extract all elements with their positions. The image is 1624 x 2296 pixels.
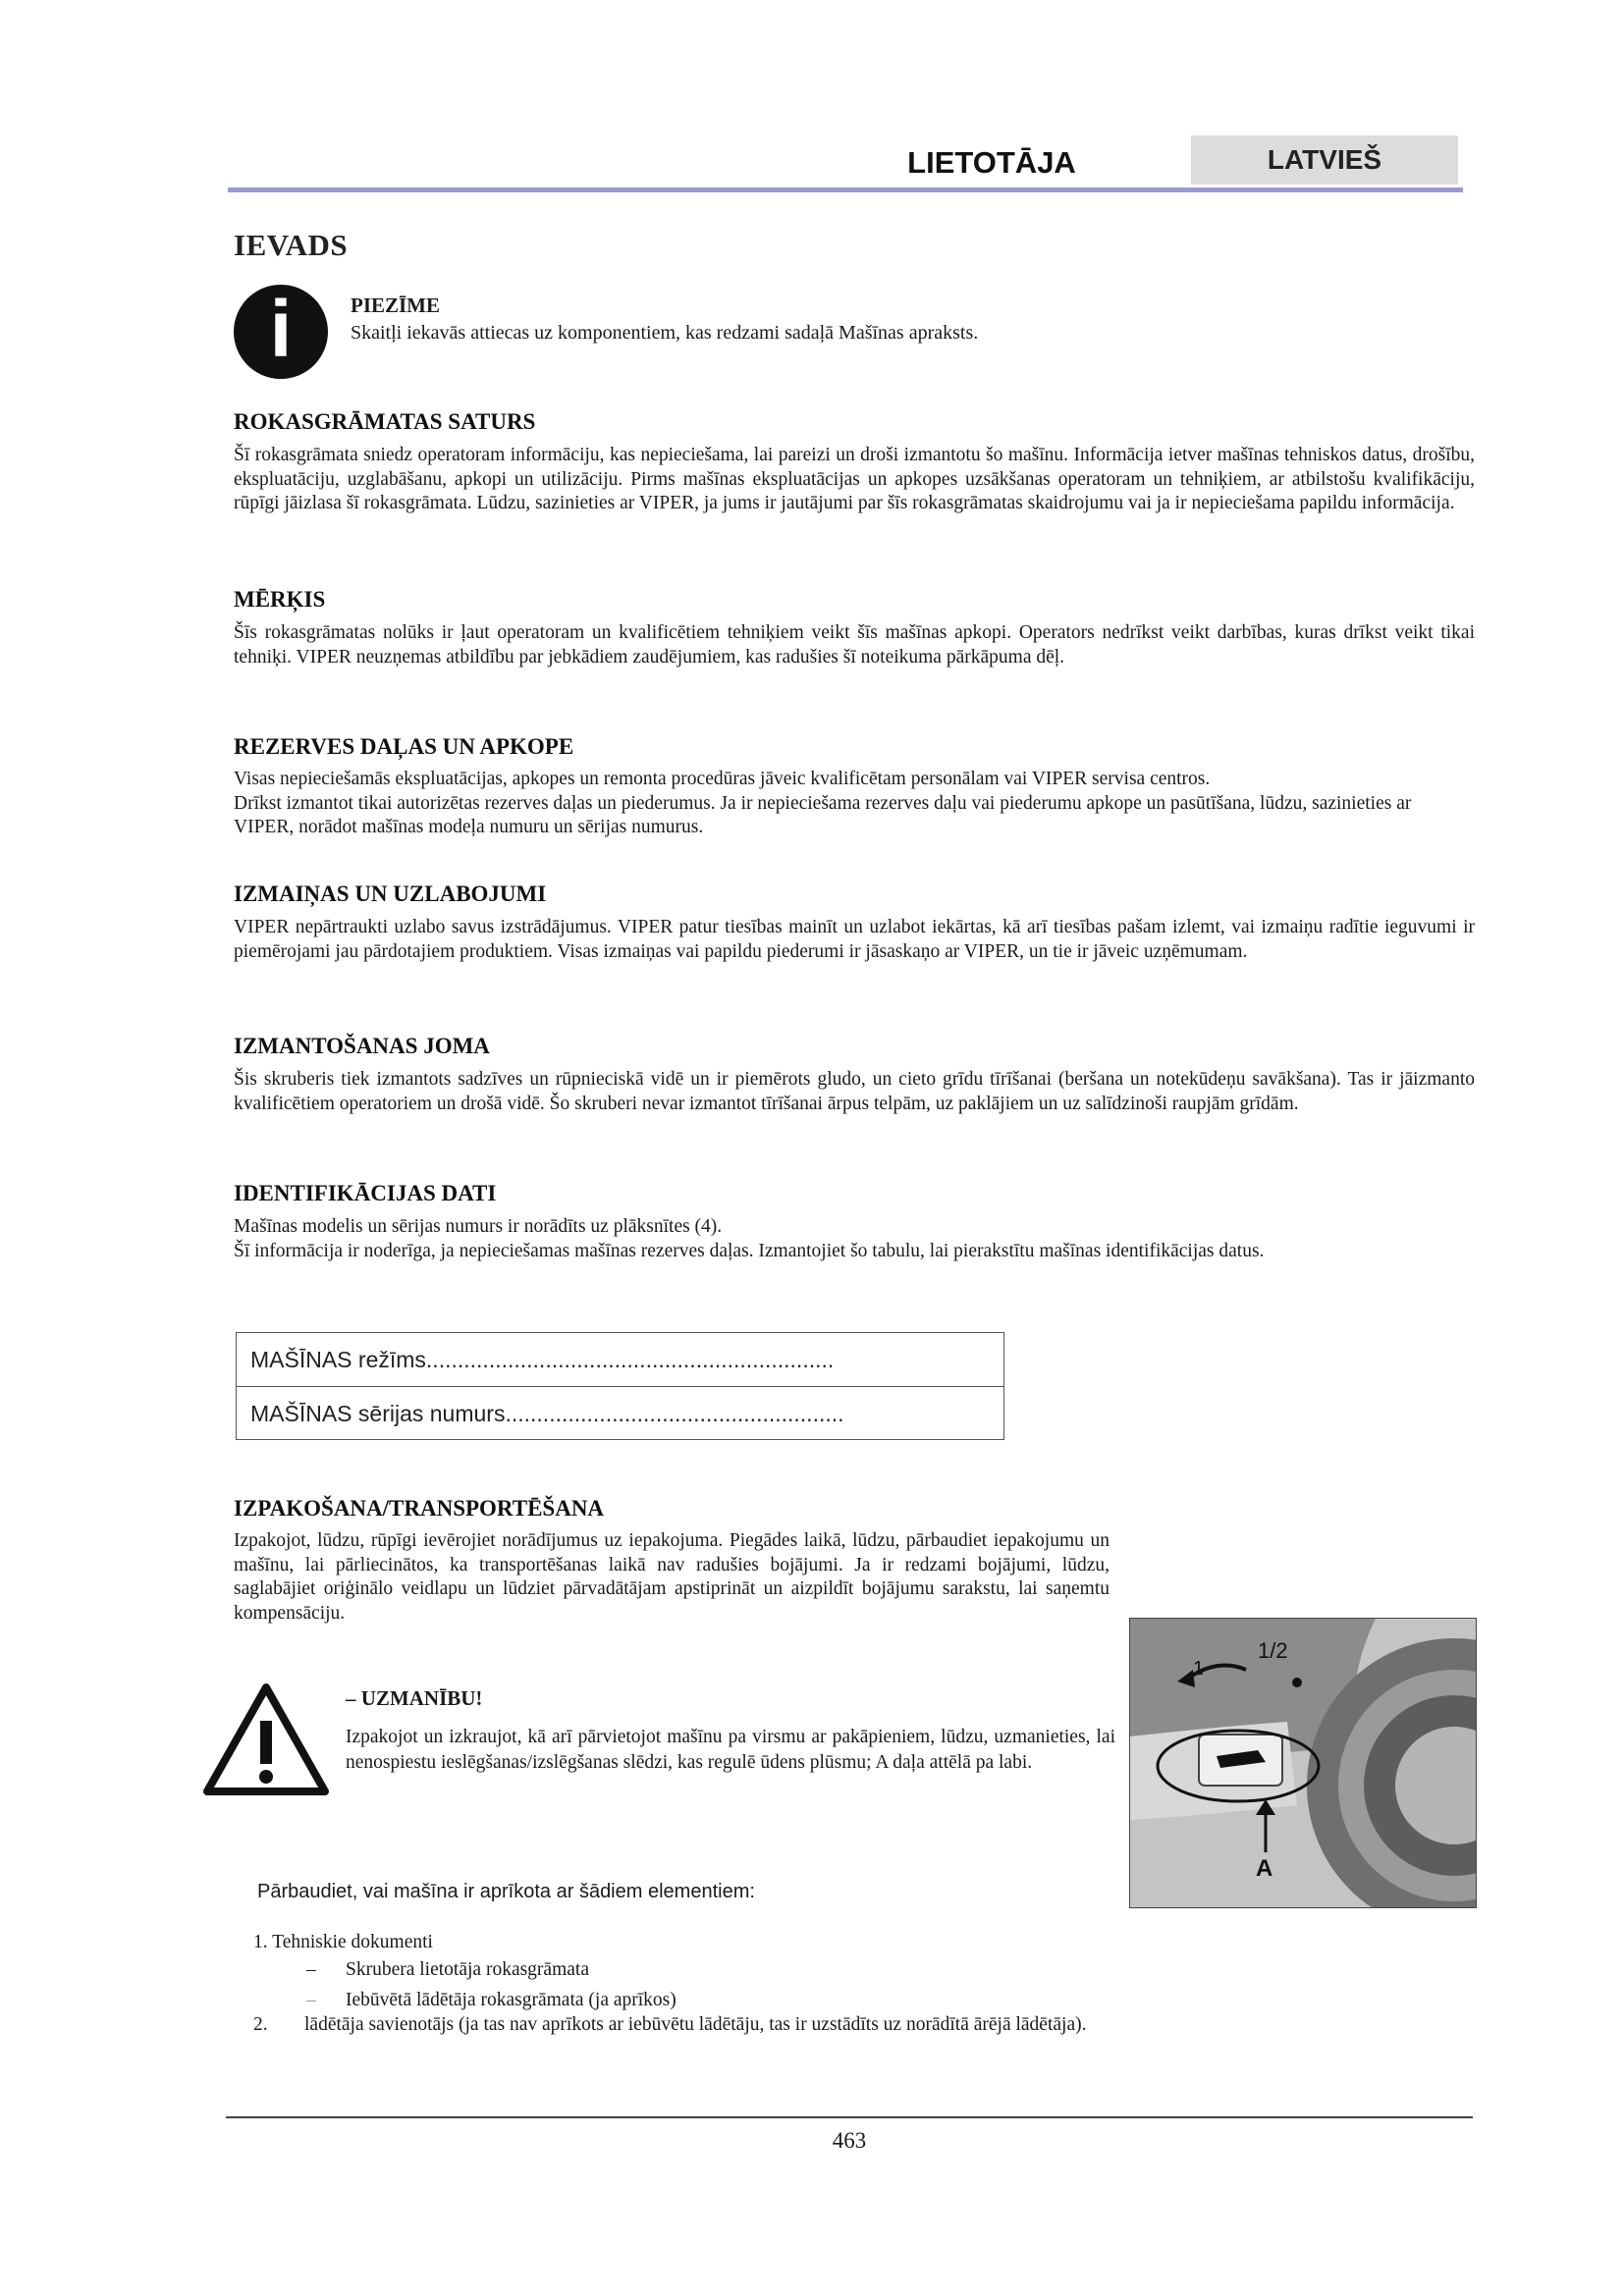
header-rule — [228, 187, 1463, 192]
switch-photo — [1129, 1618, 1477, 1908]
section-body — [234, 768, 1475, 840]
section-paragraph: Šis skruberis tiek izmantots sadzīves un rūpnieciskā vidē un ir piemērots gludo, un cieto grīdu tīrīšanai (beršana un notekūdeņu savākšana). Tas ir jāizmanto kvalificētiem operatoriem un drošā vidē. Šo skruberi nevar izmantot tīrīšanai ārpus telpām, uz paklājiem un uz salīdzinoši raupjām grīdām. — [234, 1069, 1475, 1114]
list-dash: – — [306, 1990, 316, 2010]
photo-label-half: 1/2 — [1258, 1638, 1288, 1663]
photo-label-one: 1 — [1193, 1658, 1205, 1680]
packing-text: Izpakojot, lūdzu, rūpīgi ievērojiet norādījumus uz iepakojuma. Piegādes laikā, lūdzu, pārbaudiet iepakojumu un mašīnu, lai pārliecinātos, ka transportēšanas laikā nav radušies bojājumi. Ja ir redzami bojājumi, lūdzu, saglabājiet oriģinālo veidlapu un lūdziet pārvadātājam apstiprināt un aizpildīt bojājumu sarakstu, lai saņemtu kompensāciju. — [234, 1530, 1110, 1624]
header-language-tab: LATVIEŠ — [1191, 135, 1458, 185]
page-number: 463 — [832, 2128, 867, 2153]
section-paragraph: Šī informācija ir noderīga, ja nepieciešamas mašīnas rezerves daļas. Izmantojiet šo tabulu, lai pierakstītu mašīnas identifikācijas datus. — [234, 1240, 1265, 1261]
section-paragraph: VIPER nepārtraukti uzlabo savus izstrādājumus. VIPER patur tiesības mainīt un uzlabot iekārtas, kā arī tiesības pašam izlemt, vai izmaiņu radītie ieguvumi ir piemērojami jau pārdotajiem produktiem. Visas izmaiņas vai papildu piederumi ir jāsaskaņo ar VIPER, un tie ir jāveic uzņēmumam. — [234, 917, 1475, 962]
section-body — [234, 621, 1475, 669]
list-dash: – — [306, 1959, 316, 1980]
machine-model-row: MAŠĪNAS režīms................................................................. — [250, 1347, 835, 1372]
switch-photo-drawing — [1130, 1619, 1477, 1908]
section-body — [234, 1215, 1324, 1263]
section-title: IDENTIFIKĀCIJAS DATI — [234, 1181, 497, 1205]
identification-table — [236, 1332, 1004, 1440]
warning-triangle-drawing — [201, 1682, 331, 1799]
page-title: IEVADS — [234, 228, 349, 262]
section-title: ROKASGRĀMATAS SATURS — [234, 409, 536, 434]
warning-title: – UZMANĪBU! — [346, 1686, 483, 1710]
section-body — [234, 916, 1475, 964]
checklist-intro: Pārbaudiet, vai mašīna ir aprīkota ar šādiem elementiem: — [257, 1881, 755, 1902]
section-body — [234, 444, 1475, 516]
section-title: MĒRĶIS — [234, 587, 326, 612]
warning-triangle-icon — [201, 1682, 331, 1804]
section-paragraph: Drīkst izmantot tikai autorizētas rezerves daļas un piederumus. Ja ir nepieciešama rezerves daļu vai piederumu apkope un pasūtīšana, lūdzu, sazinieties ar VIPER, norādot mašīnas modeļa numuru un sērijas numurus. — [234, 792, 1412, 837]
section-body — [234, 1068, 1475, 1116]
warning-text: Izpakojot un izkraujot, kā arī pārvietojot mašīnu pa virsmu ar pakāpieniem, lūdzu, uzmanieties, lai nenospiestu ieslēgšanas/izslēgšanas slēdzi, kas regulē ūdens plūsmu; A daļa attēlā pa labi. — [346, 1727, 1115, 1773]
section-paragraph: Visas nepieciešamās ekspluatācijas, apkopes un remonta procedūras jāveic kvalificētam personālam vai VIPER servisa centros. — [234, 769, 1211, 789]
section-title: IZMAIŅAS UN UZLABOJUMI — [234, 881, 547, 906]
checklist-item-1: 1. Tehniskie dokumenti — [253, 1932, 433, 1952]
note-title: PIEZĪME — [351, 294, 441, 317]
checklist-item-2-number: 2. — [253, 2014, 268, 2035]
checklist-item-2: lādētāja savienotājs (ja tas nav aprīkots ar iebūvētu lādētāju, tas ir uzstādīts uz norādītā ārējā lādētāja). — [304, 2014, 1087, 2035]
footer-rule — [226, 2116, 1473, 2118]
checklist-subitem-2: Iebūvētā lādētāja rokasgrāmata (ja aprīkos) — [346, 1990, 677, 2010]
machine-serial-row: MAŠĪNAS sērijas numurs...................................................... — [237, 1386, 1003, 1440]
header-section-label: LIETOTĀJA — [907, 145, 1076, 180]
checklist-subitem-1: Skrubera lietotāja rokasgrāmata — [346, 1959, 589, 1980]
section-title: IZMANTOŠANAS JOMA — [234, 1034, 490, 1058]
section-title: REZERVES DAĻAS UN APKOPE — [234, 734, 574, 759]
info-icon-glyph: i — [269, 285, 293, 374]
section-paragraph: Šī rokasgrāmata sniedz operatoram informāciju, kas nepieciešama, lai pareizi un droši izmantotu šo mašīnu. Informācija ietver mašīnas tehniskos datus, drošību, ekspluatāciju, uzglabāšanu, apkopi un utilizāciju. Pirms mašīnas ekspluatācijas un apkopes uzsākšanas operatoram un tehniķiem, ar atbilstošu kvalifikāciju, rūpīgi jāizlasa šī rokasgrāmata. Lūdzu, sazinieties ar VIPER, ja jums ir jautājumi par šīs rokasgrāmatas skaidrojumu vai ja ir nepieciešama papildu informācija. — [234, 445, 1475, 513]
section-paragraph: Mašīnas modelis un sērijas numurs ir norādīts uz plāksnītes (4). — [234, 1216, 723, 1237]
photo-label-a: A — [1256, 1855, 1273, 1882]
packing-title: IZPAKOŠANA/TRANSPORTĒŠANA — [234, 1496, 605, 1521]
section-paragraph: Šīs rokasgrāmatas nolūks ir ļaut operatoram un kvalificētiem tehniķiem veikt šīs mašīnas apkopi. Operators nedrīkst veikt darbības, kuras drīkst veikt tikai tehniķi. VIPER neuzņemas atbildību par jebkādiem zaudējumiem, kas radušies šī noteikuma pārkāpuma dēļ. — [234, 622, 1475, 667]
note-text: Skaitļi iekavās attiecas uz komponentiem, kas redzami sadaļā Mašīnas apraksts. — [351, 322, 979, 344]
